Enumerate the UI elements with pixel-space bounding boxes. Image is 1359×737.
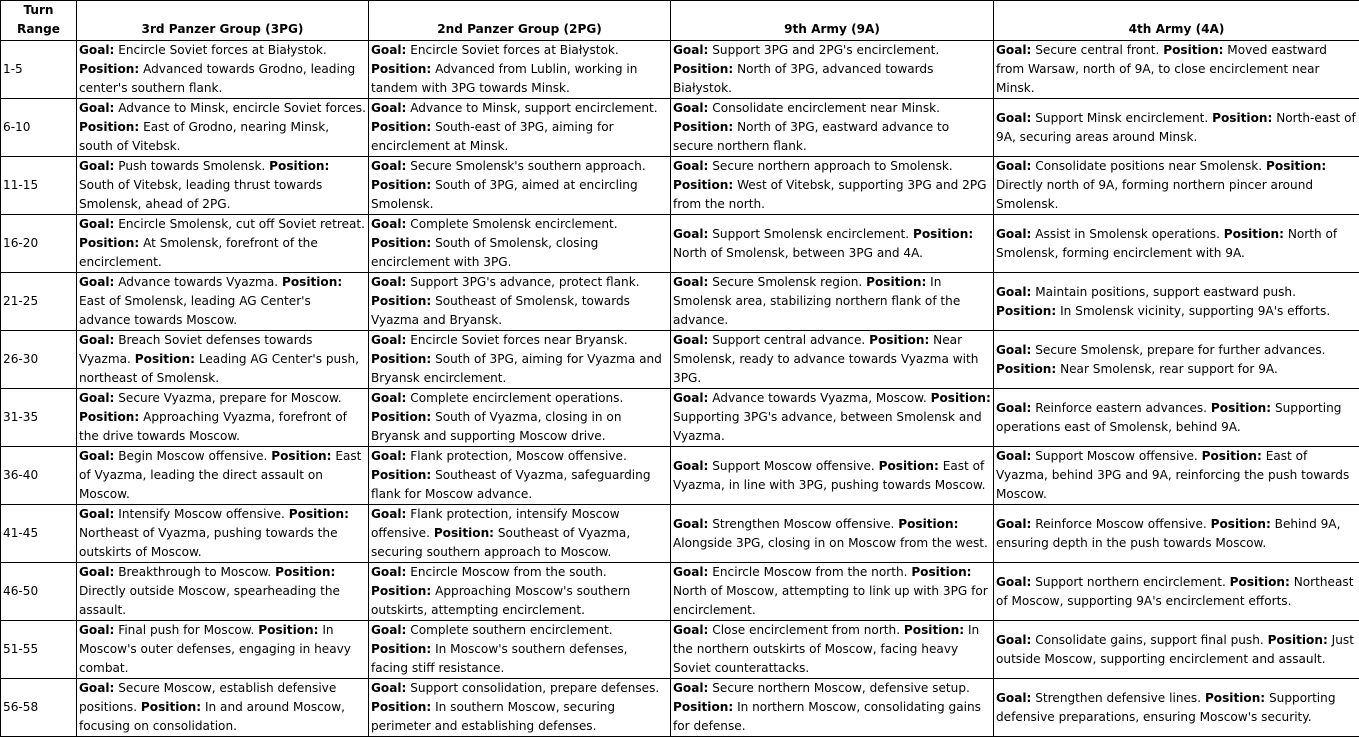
position-label: Position: — [1230, 575, 1290, 589]
goal-label: Goal: — [673, 565, 708, 579]
position-label: Position: — [371, 468, 431, 482]
position-label: Position: — [371, 700, 431, 714]
goal-text: Reinforce Moscow offensive. — [1035, 517, 1206, 531]
position-text: Supporting 3PG's advance, between Smolensk and Vyazma. — [673, 410, 982, 443]
position-label: Position: — [371, 642, 431, 656]
goal-label: Goal: — [996, 343, 1031, 357]
table-row — [1, 273, 1359, 331]
goal-text: Reinforce eastern advances. — [1035, 401, 1207, 415]
position-text: Southeast of Smolensk, towards Vyazma and Bryansk. — [371, 294, 630, 327]
goal-text: Secure northern Moscow, defensive setup. — [712, 681, 970, 695]
goal-label: Goal: — [673, 681, 708, 695]
position-text: Alongside 3PG, closing in on Moscow from the west. — [673, 536, 988, 550]
goal-text: Support Moscow offensive. — [712, 459, 875, 473]
goal-text: Support 3PG's advance, protect flank. — [410, 275, 639, 289]
goal-text: Support northern encirclement. — [1035, 575, 1226, 589]
position-text: At Smolensk, forefront of the encirclement. — [79, 236, 318, 269]
position-text: South of 3PG, aiming for Vyazma and Bryansk encirclement. — [371, 352, 662, 385]
goal-text: Strengthen defensive lines. — [1035, 691, 1201, 705]
position-label: Position: — [371, 410, 431, 424]
cell-2pg — [369, 563, 671, 621]
goal-label: Goal: — [673, 517, 708, 531]
table-row — [1, 157, 1359, 215]
table-row — [1, 679, 1359, 737]
goal-label: Goal: — [673, 333, 708, 347]
turn-range-cell — [1, 621, 77, 679]
cell-9a — [671, 505, 994, 563]
goal-text: Close encirclement from north. — [712, 623, 900, 637]
position-text: North of Moscow, attempting to link up with 3PG for encirclement. — [673, 584, 988, 617]
position-label: Position: — [1268, 633, 1328, 647]
cell-9a — [671, 389, 994, 447]
goal-label: Goal: — [79, 333, 114, 347]
header-2pg: 2nd Panzer Group (2PG) — [369, 1, 671, 41]
goal-text: Support Moscow offensive. — [1035, 449, 1198, 463]
turn-range-cell — [1, 273, 77, 331]
goal-text: Intensify Moscow offensive. — [118, 507, 285, 521]
cell-2pg — [369, 99, 671, 157]
cell-9a — [671, 563, 994, 621]
position-label: Position: — [271, 449, 331, 463]
goal-text: Advance towards Vyazma. — [118, 275, 278, 289]
position-text: In Smolensk vicinity, supporting 9A's efforts. — [1060, 304, 1330, 318]
position-text: South of Vitebsk, leading thrust towards Smolensk, ahead of 2PG. — [79, 178, 322, 211]
turn-range-cell — [1, 563, 77, 621]
turn-range-cell — [1, 679, 77, 737]
position-text: North-east of 9A, securing areas around Minsk. — [996, 111, 1356, 144]
goal-text: Advance towards Vyazma, Moscow. — [712, 391, 926, 405]
position-label: Position: — [673, 120, 733, 134]
position-text: Supporting operations east of Smolensk, behind 9A. — [996, 401, 1341, 434]
goal-text: Encircle Soviet forces near Bryansk. — [410, 333, 628, 347]
cell-4a — [994, 621, 1359, 679]
cell-3pg — [77, 563, 369, 621]
position-label: Position: — [673, 700, 733, 714]
position-label: Position: — [1205, 691, 1265, 705]
goal-text: Final push for Moscow. — [118, 623, 254, 637]
position-label: Position: — [258, 623, 318, 637]
table-row — [1, 389, 1359, 447]
table-row — [1, 447, 1359, 505]
position-label: Position: — [996, 304, 1056, 318]
goal-label: Goal: — [371, 391, 406, 405]
cell-2pg — [369, 215, 671, 273]
goal-text: Flank protection, Moscow offensive. — [410, 449, 627, 463]
cell-2pg — [369, 41, 671, 99]
turn-range: 56-58 — [3, 700, 38, 714]
cell-2pg — [369, 273, 671, 331]
cell-4a — [994, 273, 1359, 331]
position-label: Position: — [434, 526, 494, 540]
turn-range: 51-55 — [3, 642, 38, 656]
turn-range: 41-45 — [3, 526, 38, 540]
position-label: Position: — [79, 120, 139, 134]
position-label: Position: — [904, 623, 964, 637]
position-text: East of Smolensk, leading AG Center's advance towards Moscow. — [79, 294, 311, 327]
position-text: Southeast of Vyazma, securing southern approach to Moscow. — [371, 526, 630, 559]
goal-label: Goal: — [996, 111, 1031, 125]
position-text: East of Grodno, nearing Minsk, south of Vitebsk. — [79, 120, 329, 153]
cell-4a — [994, 563, 1359, 621]
position-text: East of Vyazma, leading the direct assault on Moscow. — [79, 449, 361, 501]
goal-label: Goal: — [996, 227, 1031, 241]
goal-label: Goal: — [673, 227, 708, 241]
goal-text: Complete Smolensk encirclement. — [410, 217, 617, 231]
goal-label: Goal: — [996, 285, 1031, 299]
cell-4a — [994, 41, 1359, 99]
position-text: Advanced towards Grodno, leading center's southern flank. — [79, 62, 355, 95]
cell-3pg — [77, 157, 369, 215]
goal-label: Goal: — [673, 391, 708, 405]
header-row — [1, 1, 1359, 41]
position-text: North of 3PG, advanced towards Białystok. — [673, 62, 933, 95]
turn-range-cell — [1, 157, 77, 215]
goal-text: Complete southern encirclement. — [410, 623, 612, 637]
position-text: In and around Moscow, focusing on consolidation. — [79, 700, 345, 733]
position-text: Directly north of 9A, forming northern pincer around Smolensk. — [996, 178, 1313, 211]
cell-2pg — [369, 679, 671, 737]
cell-4a — [994, 389, 1359, 447]
goal-text: Support Smolensk encirclement. — [712, 227, 909, 241]
table-row — [1, 99, 1359, 157]
position-text: Supporting defensive preparations, ensuring Moscow's security. — [996, 691, 1336, 724]
position-text: Northeast of Moscow, supporting 9A's encirclement efforts. — [996, 575, 1353, 608]
goal-label: Goal: — [371, 623, 406, 637]
cell-9a — [671, 621, 994, 679]
position-label: Position: — [282, 275, 342, 289]
cell-3pg — [77, 215, 369, 273]
cell-2pg — [369, 447, 671, 505]
cell-2pg — [369, 157, 671, 215]
cell-3pg — [77, 99, 369, 157]
position-label: Position: — [135, 352, 195, 366]
goal-label: Goal: — [673, 275, 708, 289]
goal-text: Consolidate encirclement near Minsk. — [712, 101, 940, 115]
turn-range: 6-10 — [3, 120, 30, 134]
position-label: Position: — [1212, 111, 1272, 125]
goal-text: Flank protection, intensify Moscow offensive. — [371, 507, 620, 540]
position-text: Approaching Moscow's southern outskirts, attempting encirclement. — [371, 584, 630, 617]
position-label: Position: — [1211, 401, 1271, 415]
turn-range-cell — [1, 41, 77, 99]
cell-9a — [671, 99, 994, 157]
cell-3pg — [77, 389, 369, 447]
goal-label: Goal: — [79, 623, 114, 637]
header-4a: 4th Army (4A) — [994, 1, 1359, 41]
position-text: In the northern outskirts of Moscow, facing heavy Soviet counterattacks. — [673, 623, 979, 675]
position-text: In Moscow's southern defenses, facing stiff resistance. — [371, 642, 628, 675]
position-text: South-east of 3PG, aiming for encirclement at Minsk. — [371, 120, 614, 153]
goal-label: Goal: — [79, 43, 114, 57]
goal-label: Goal: — [371, 217, 406, 231]
position-label: Position: — [371, 120, 431, 134]
position-label: Position: — [79, 62, 139, 76]
turn-range: 46-50 — [3, 584, 38, 598]
cell-3pg — [77, 679, 369, 737]
goal-label: Goal: — [673, 623, 708, 637]
position-text: In Moscow's outer defenses, engaging in heavy combat. — [79, 623, 351, 675]
turn-range: 36-40 — [3, 468, 38, 482]
goal-text: Secure central front. — [1035, 43, 1159, 57]
goal-label: Goal: — [371, 43, 406, 57]
position-label: Position: — [371, 352, 431, 366]
position-label: Position: — [1224, 227, 1284, 241]
position-text: South of Smolensk, closing encirclement with 3PG. — [371, 236, 598, 269]
goal-text: Complete encirclement operations. — [410, 391, 623, 405]
cell-2pg — [369, 389, 671, 447]
goal-text: Support 3PG and 2PG's encirclement. — [712, 43, 939, 57]
cell-3pg — [77, 331, 369, 389]
cell-3pg — [77, 273, 369, 331]
position-label: Position: — [1211, 517, 1271, 531]
position-text: West of Vitebsk, supporting 3PG and 2PG from the north. — [673, 178, 987, 211]
cell-3pg — [77, 41, 369, 99]
position-label: Position: — [371, 294, 431, 308]
position-label: Position: — [79, 236, 139, 250]
turn-range-cell — [1, 331, 77, 389]
goal-text: Secure Vyazma, prepare for Moscow. — [118, 391, 341, 405]
goal-text: Support consolidation, prepare defenses. — [410, 681, 659, 695]
position-text: In southern Moscow, securing perimeter and establishing defenses. — [371, 700, 615, 733]
goal-label: Goal: — [371, 275, 406, 289]
position-label: Position: — [866, 275, 926, 289]
position-label: Position: — [79, 410, 139, 424]
position-text: Near Smolensk, rear support for 9A. — [1060, 362, 1278, 376]
cell-9a — [671, 41, 994, 99]
position-text: East of Vyazma, behind 3PG and 9A, reinforcing the push towards Moscow. — [996, 449, 1349, 501]
goal-label: Goal: — [996, 43, 1031, 57]
goal-label: Goal: — [996, 691, 1031, 705]
turn-range: 21-25 — [3, 294, 38, 308]
goal-label: Goal: — [79, 565, 114, 579]
goal-label: Goal: — [371, 159, 406, 173]
goal-text: Strengthen Moscow offensive. — [712, 517, 894, 531]
position-label: Position: — [931, 391, 991, 405]
position-label: Position: — [371, 62, 431, 76]
goal-text: Encircle Soviet forces at Białystok. — [410, 43, 618, 57]
table-row — [1, 505, 1359, 563]
goal-text: Encircle Smolensk, cut off Soviet retreat. — [118, 217, 365, 231]
cell-9a — [671, 679, 994, 737]
position-text: North of Smolensk, forming encirclement with 9A. — [996, 227, 1337, 260]
turn-range-cell — [1, 505, 77, 563]
turn-range-cell — [1, 215, 77, 273]
cell-4a — [994, 157, 1359, 215]
goal-text: Secure Smolensk, prepare for further advances. — [1035, 343, 1325, 357]
turn-range: 11-15 — [3, 178, 38, 192]
position-label: Position: — [141, 700, 201, 714]
goal-text: Assist in Smolensk operations. — [1035, 227, 1220, 241]
position-text: Leading AG Center's push, northeast of Smolensk. — [79, 352, 359, 385]
goal-label: Goal: — [371, 565, 406, 579]
position-label: Position: — [879, 459, 939, 473]
table-row — [1, 621, 1359, 679]
position-text: Northeast of Vyazma, pushing towards the outskirts of Moscow. — [79, 526, 338, 559]
position-label: Position: — [911, 565, 971, 579]
cell-9a — [671, 215, 994, 273]
position-label: Position: — [275, 565, 335, 579]
goal-label: Goal: — [79, 275, 114, 289]
table-row — [1, 41, 1359, 99]
position-label: Position: — [913, 227, 973, 241]
turn-range-cell — [1, 389, 77, 447]
position-label: Position: — [1202, 449, 1262, 463]
goal-text: Support Minsk encirclement. — [1035, 111, 1208, 125]
goal-label: Goal: — [79, 681, 114, 695]
position-label: Position: — [996, 362, 1056, 376]
position-label: Position: — [371, 584, 431, 598]
goal-label: Goal: — [79, 217, 114, 231]
goal-label: Goal: — [79, 159, 114, 173]
goal-text: Secure northern approach to Smolensk. — [712, 159, 952, 173]
position-label: Position: — [269, 159, 329, 173]
cell-4a — [994, 447, 1359, 505]
goal-label: Goal: — [996, 159, 1031, 173]
goal-text: Support central advance. — [712, 333, 865, 347]
turn-range: 1-5 — [3, 62, 23, 76]
goal-label: Goal: — [996, 633, 1031, 647]
position-text: Just outside Moscow, supporting encirclement and assault. — [996, 633, 1354, 666]
position-text: Moved eastward from Warsaw, north of 9A, to close encirclement near Minsk. — [996, 43, 1327, 95]
cell-9a — [671, 273, 994, 331]
turn-range: 26-30 — [3, 352, 38, 366]
goal-text: Breakthrough to Moscow. — [118, 565, 271, 579]
goal-label: Goal: — [673, 159, 708, 173]
header-9a: 9th Army (9A) — [671, 1, 994, 41]
position-text: Advanced from Lublin, working in tandem with 3PG towards Minsk. — [371, 62, 637, 95]
position-label: Position: — [289, 507, 349, 521]
position-label: Position: — [1266, 159, 1326, 173]
goal-label: Goal: — [371, 333, 406, 347]
goal-label: Goal: — [996, 517, 1031, 531]
table-row — [1, 563, 1359, 621]
cell-4a — [994, 679, 1359, 737]
cell-2pg — [369, 331, 671, 389]
goal-text: Breach Soviet defenses towards Vyazma. — [79, 333, 312, 366]
position-text: North of Smolensk, between 3PG and 4A. — [673, 246, 923, 260]
cell-9a — [671, 157, 994, 215]
cell-9a — [671, 447, 994, 505]
goal-label: Goal: — [79, 449, 114, 463]
position-text: South of 3PG, aimed at encircling Smolensk. — [371, 178, 638, 211]
table-body — [1, 41, 1359, 737]
position-text: Approaching Vyazma, forefront of the drive towards Moscow. — [79, 410, 347, 443]
goal-label: Goal: — [673, 101, 708, 115]
position-label: Position: — [673, 62, 733, 76]
cell-2pg — [369, 505, 671, 563]
goal-label: Goal: — [996, 575, 1031, 589]
goal-label: Goal: — [371, 681, 406, 695]
goal-text: Consolidate positions near Smolensk. — [1035, 159, 1262, 173]
goal-text: Encircle Moscow from the south. — [410, 565, 607, 579]
cell-4a — [994, 99, 1359, 157]
goal-text: Push towards Smolensk. — [118, 159, 265, 173]
position-label: Position: — [371, 236, 431, 250]
position-text: South of Vyazma, closing in on Bryansk and supporting Moscow drive. — [371, 410, 622, 443]
goal-label: Goal: — [673, 459, 708, 473]
goal-text: Secure Smolensk region. — [712, 275, 862, 289]
position-text: Directly outside Moscow, spearheading the assault. — [79, 584, 340, 617]
position-label: Position: — [1163, 43, 1223, 57]
cell-4a — [994, 505, 1359, 563]
position-text: North of 3PG, eastward advance to secure northern flank. — [673, 120, 949, 153]
position-text: In northern Moscow, consolidating gains for defense. — [673, 700, 981, 733]
goal-label: Goal: — [996, 401, 1031, 415]
goal-text: Secure Moscow, establish defensive positions. — [79, 681, 336, 714]
goal-text: Advance to Minsk, encircle Soviet forces. — [118, 101, 366, 115]
position-text: Near Smolensk, ready to advance towards Vyazma with 3PG. — [673, 333, 978, 385]
goal-label: Goal: — [79, 507, 114, 521]
turn-range: 31-35 — [3, 410, 38, 424]
table-row — [1, 331, 1359, 389]
position-label: Position: — [673, 178, 733, 192]
cell-3pg — [77, 505, 369, 563]
goal-text: Encircle Soviet forces at Białystok. — [118, 43, 326, 57]
turn-range-cell — [1, 447, 77, 505]
position-label: Position: — [371, 178, 431, 192]
position-text: Southeast of Vyazma, safeguarding flank for Moscow advance. — [371, 468, 651, 501]
goal-text: Maintain positions, support eastward push. — [1035, 285, 1296, 299]
cell-3pg — [77, 621, 369, 679]
goal-label: Goal: — [673, 43, 708, 57]
goal-text: Secure Smolensk's southern approach. — [410, 159, 645, 173]
goal-text: Consolidate gains, support final push. — [1035, 633, 1263, 647]
goal-label: Goal: — [371, 449, 406, 463]
goal-label: Goal: — [371, 101, 406, 115]
cell-9a — [671, 331, 994, 389]
cell-3pg — [77, 447, 369, 505]
table-row — [1, 215, 1359, 273]
position-text: In Smolensk area, stabilizing northern flank of the advance. — [673, 275, 960, 327]
goal-text: Encircle Moscow from the north. — [712, 565, 907, 579]
cell-2pg — [369, 621, 671, 679]
turn-range: 16-20 — [3, 236, 38, 250]
position-text: Behind 9A, ensuring depth in the push towards Moscow. — [996, 517, 1340, 550]
goal-text: Begin Moscow offensive. — [118, 449, 267, 463]
goal-text: Advance to Minsk, support encirclement. — [410, 101, 657, 115]
header-turn-range: Turn Range — [1, 1, 77, 41]
position-label: Position: — [869, 333, 929, 347]
cell-4a — [994, 331, 1359, 389]
position-label: Position: — [898, 517, 958, 531]
goal-label: Goal: — [371, 507, 406, 521]
goal-label: Goal: — [79, 391, 114, 405]
cell-4a — [994, 215, 1359, 273]
goal-label: Goal: — [79, 101, 114, 115]
turn-range-cell — [1, 99, 77, 157]
goal-label: Goal: — [996, 449, 1031, 463]
header-3pg: 3rd Panzer Group (3PG) — [77, 1, 369, 41]
position-text: East of Vyazma, in line with 3PG, pushing towards Moscow. — [673, 459, 986, 492]
